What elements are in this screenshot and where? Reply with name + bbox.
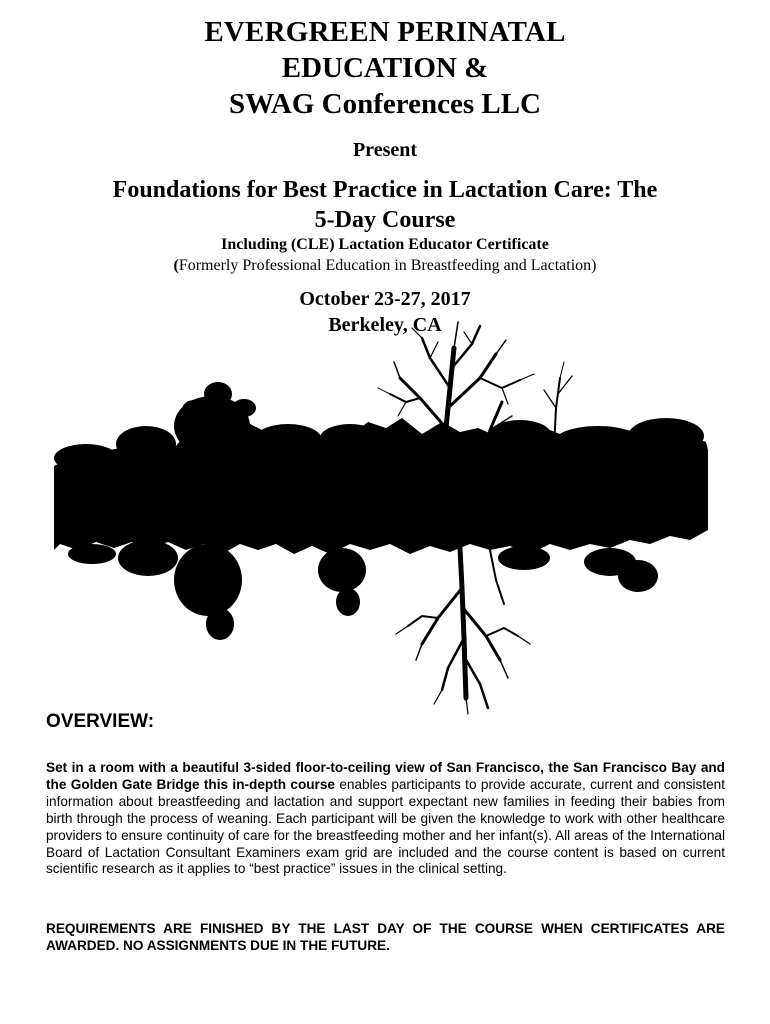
overview-heading: OVERVIEW: bbox=[46, 711, 155, 732]
organizer-name-line3: SWAG Conferences LLC bbox=[228, 88, 542, 120]
overview-bold-lead: Set in a room with a beautiful 3-sided floor-to-ceiling view of San Francisco, the San Francisco Bay and the Golden Gate Bridge this in-depth course bbox=[46, 760, 725, 792]
former-course-paren: ( bbox=[173, 257, 179, 274]
overview-body-text: enables participants to provide accurate, current and consistent information about breastfeeding and lactation and support expectant new families in feeding their babies from birth through the process of weaning. Each participant will be given the knowledge to work with other healthcare providers to ensure continuity of care for the breastfeeding mother and her infant(s). All areas of the International Board of Lactation Consultant Examiners exam grid are included and the course content is based on current scientific research as it applies to “best practice” issues in the clinical setting. bbox=[46, 776, 725, 877]
overview-paragraph bbox=[46, 760, 725, 878]
former-course-text: Formerly Professional Education in Breastfeeding and Lactation) bbox=[178, 257, 597, 274]
tree-reflection-illustration bbox=[50, 318, 710, 718]
former-course-name bbox=[0, 256, 770, 276]
course-title-line1: Foundations for Best Practice in Lactation Care: The bbox=[112, 177, 658, 203]
event-location: Berkeley, CA bbox=[328, 314, 442, 336]
course-title-line2: 5-Day Course bbox=[314, 207, 456, 233]
event-dates: October 23-27, 2017 bbox=[299, 288, 471, 310]
certificate-subtitle: Including (CLE) Lactation Educator Certificate bbox=[221, 236, 549, 253]
present-label: Present bbox=[352, 139, 418, 161]
requirements-notice: REQUIREMENTS ARE FINISHED BY THE LAST DAY OF THE COURSE WHEN CERTIFICATES ARE AWARDED. NO ASSIGNMENTS DUE IN THE FUTURE. bbox=[46, 921, 725, 953]
organizer-name-line2: EDUCATION & bbox=[281, 52, 489, 84]
organizer-name-line1: EVERGREEN PERINATAL bbox=[204, 16, 566, 48]
